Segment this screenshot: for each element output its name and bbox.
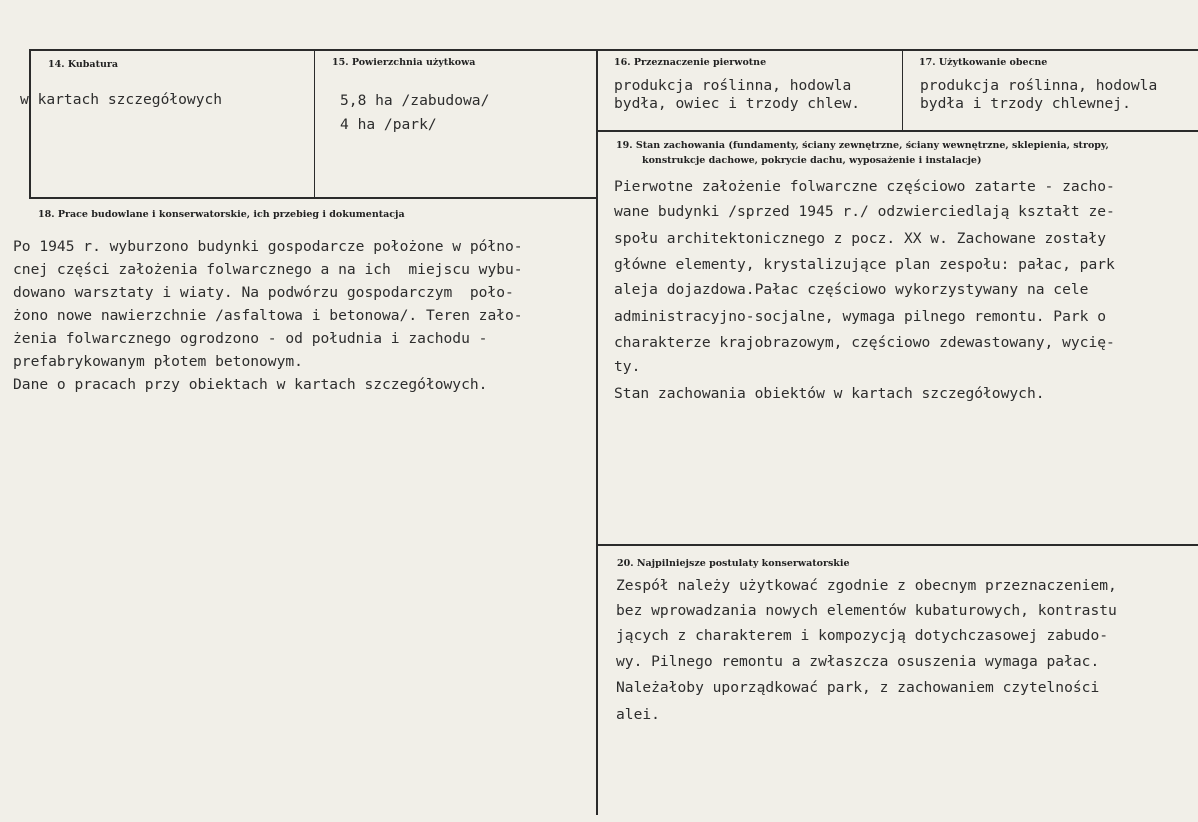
field-17-line: produkcja roślinna, hodowla bbox=[920, 77, 1158, 94]
field-15-label: 15. Powierzchnia użytkowa bbox=[332, 57, 476, 68]
field-20-line: Zespół należy użytkować zgodnie z obecnym przeznaczeniem, bbox=[616, 577, 1117, 594]
field-19-line: wane budynki /sprzed 1945 r./ odzwierciedlają kształt ze- bbox=[614, 203, 1115, 220]
field-14-text: w kartach szczegółowych bbox=[20, 91, 223, 108]
field-18-line: Dane o pracach przy obiektach w kartach szczegółowych. bbox=[13, 376, 488, 393]
field-19-line: społu architektonicznego z pocz. XX w. Zachowane zostały bbox=[614, 230, 1107, 247]
field-15-line: 5,8 ha /zabudowa/ bbox=[340, 92, 490, 109]
field-16-line: bydła, owiec i trzody chlew. bbox=[614, 95, 861, 112]
field-18-line: cnej części założenia folwarcznego a na ich miejscu wybu- bbox=[13, 261, 523, 278]
field-19-line: główne elementy, krystalizujące plan zespołu: pałac, park bbox=[614, 256, 1115, 273]
divider-19-20 bbox=[597, 544, 1198, 546]
divider-16-17 bbox=[902, 49, 903, 131]
field-19-line: administracyjno-socjalne, wymaga pilnego remontu. Park o bbox=[614, 308, 1107, 325]
field-14-label: 14. Kubatura bbox=[48, 59, 119, 70]
field-19-label: 19. Stan zachowania (fundamenty, ściany zewnętrzne, ściany wewnętrzne, sklepienia, stropy, bbox=[616, 140, 1109, 151]
field-18-line: prefabrykowanym płotem betonowym. bbox=[13, 353, 303, 370]
field-19-line: Stan zachowania obiektów w kartach szczegółowych. bbox=[614, 385, 1045, 402]
field-16-label: 16. Przeznaczenie pierwotne bbox=[614, 57, 767, 68]
top-border bbox=[30, 49, 1198, 51]
divider-left-right bbox=[596, 49, 598, 815]
field-16-line: produkcja roślinna, hodowla bbox=[614, 77, 852, 94]
field-17-line: bydła i trzody chlewnej. bbox=[920, 95, 1131, 112]
field-19-line: charakterze krajobrazowym, częściowo zdewastowany, wycię- bbox=[614, 334, 1115, 351]
field-18-line: żenia folwarcznego ogrodzono - od południa i zachodu - bbox=[13, 330, 488, 347]
field-18-label: 18. Prace budowlane i konserwatorskie, ich przebieg i dokumentacja bbox=[38, 209, 405, 220]
field-20-line: wy. Pilnego remontu a zwłaszcza osuszenia wymaga pałac. bbox=[616, 653, 1100, 670]
field-18-line: dowano warsztaty i wiaty. Na podwórzu gospodarczym poło- bbox=[13, 284, 514, 301]
divider-row1-left bbox=[30, 197, 597, 199]
field-19-label-continued: konstrukcje dachowe, pokrycie dachu, wyposażenie i instalacje) bbox=[642, 155, 982, 166]
field-19-line: aleja dojazdowa.Pałac częściowo wykorzystywany na cele bbox=[614, 281, 1089, 298]
field-17-label: 17. Użytkowanie obecne bbox=[919, 57, 1048, 68]
field-18-line: Po 1945 r. wyburzono budynki gospodarcze położone w półno- bbox=[13, 238, 523, 255]
field-20-label: 20. Najpilniejsze postulaty konserwatorskie bbox=[617, 558, 850, 569]
field-18-line: żono nowe nawierzchnie /asfaltowa i betonowa/. Teren zało- bbox=[13, 307, 523, 324]
divider-row1-right bbox=[597, 130, 1198, 132]
field-15-line: 4 ha /park/ bbox=[340, 116, 437, 133]
left-border bbox=[29, 49, 31, 199]
field-20-line: alei. bbox=[616, 706, 660, 723]
field-20-line: bez wprowadzania nowych elementów kubaturowych, kontrastu bbox=[616, 602, 1117, 619]
field-20-line: jących z charakterem i kompozycją dotychczasowej zabudo- bbox=[616, 627, 1109, 644]
field-20-line: Należałoby uporządkować park, z zachowaniem czytelności bbox=[616, 679, 1100, 696]
divider-14-15 bbox=[314, 49, 315, 198]
field-19-line: ty. bbox=[614, 358, 641, 375]
field-19-line: Pierwotne założenie folwarczne częściowo zatarte - zacho- bbox=[614, 178, 1115, 195]
